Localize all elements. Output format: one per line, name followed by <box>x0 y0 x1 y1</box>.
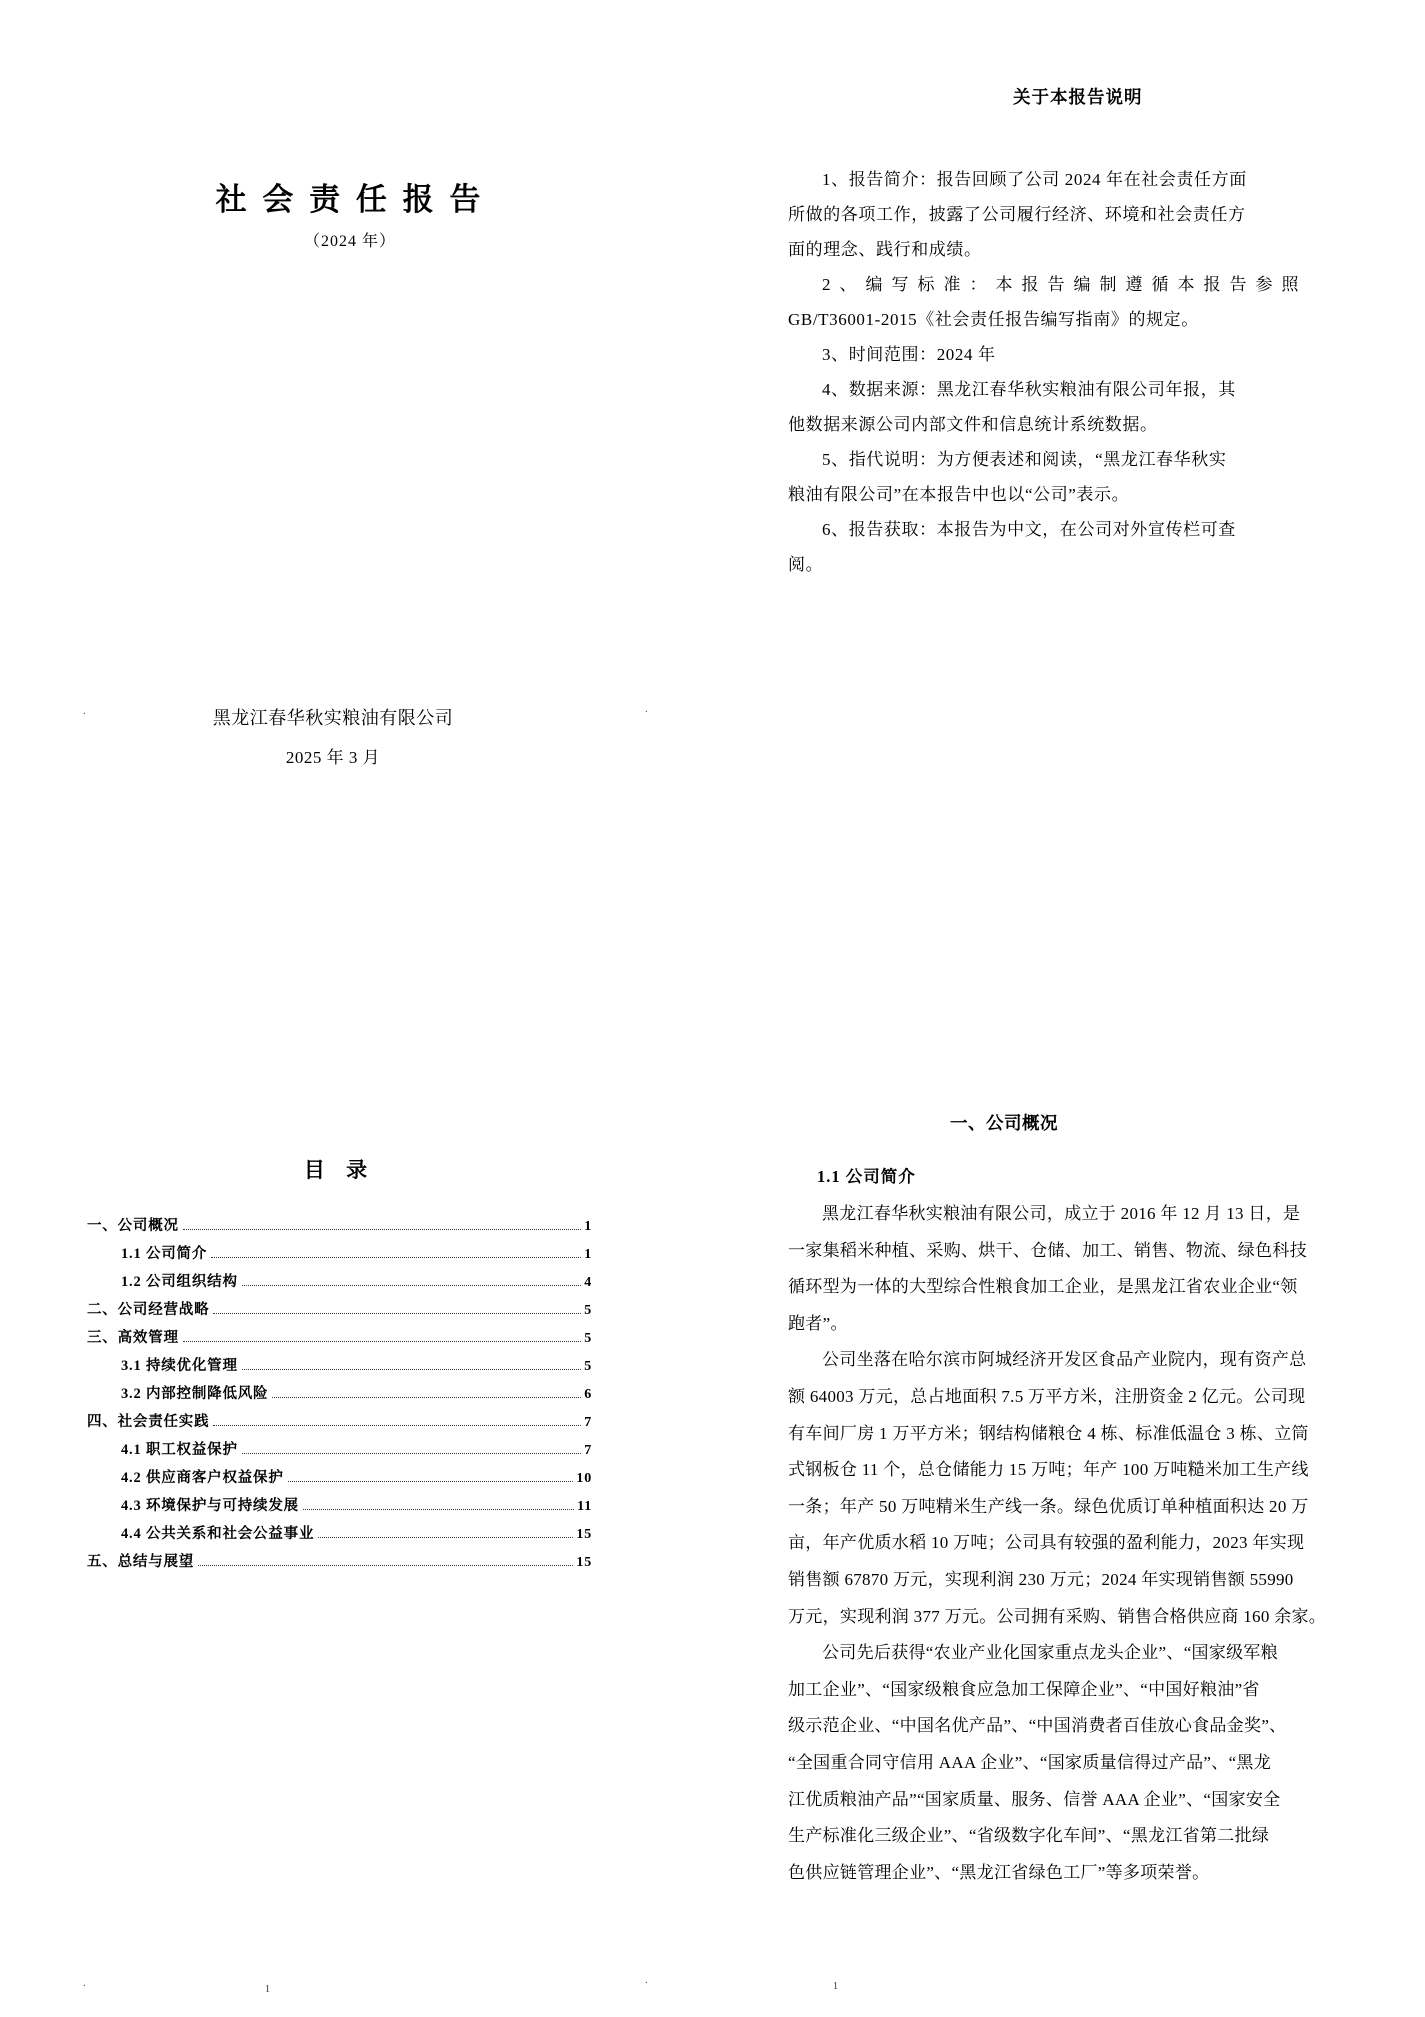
toc-page-number: 15 <box>576 1527 592 1542</box>
text-line: 公司先后获得“农业产业化国家重点龙头企业”、“国家级军粮 <box>822 1643 1279 1663</box>
company-overview-body <box>788 1196 1348 1891</box>
toc-entry <box>87 1214 592 1242</box>
stray-dot: . <box>645 1974 648 1986</box>
text-line: 公司坐落在哈尔滨市阿城经济开发区食品产业院内，现有资产总 <box>822 1350 1307 1370</box>
stray-dot: . <box>83 1977 86 1989</box>
text-line: 6、报告获取：本报告为中文，在公司对外宣传栏可查 <box>822 520 1236 539</box>
toc-entry <box>87 1270 592 1298</box>
toc-entry <box>87 1298 592 1326</box>
toc-page-number: 1 <box>584 1219 592 1234</box>
text-line: 江优质粮油产品”“国家质量、服务、信誉 AAA 企业”、“国家安全 <box>788 1789 1281 1809</box>
toc-entry <box>87 1354 592 1382</box>
text-line: 万元，实现利润 377 万元。公司拥有采购、销售合格供应商 160 余家。 <box>788 1606 1327 1626</box>
toc-page-number: 11 <box>577 1499 592 1514</box>
toc-page-number: 5 <box>584 1331 592 1346</box>
toc-page-number: 10 <box>576 1471 592 1486</box>
toc-entry-label: 四、社会责任实践 <box>87 1414 210 1430</box>
about-report-heading: 关于本报告说明 <box>1013 87 1143 107</box>
toc-entry <box>87 1494 592 1522</box>
toc-entry-label: 三、高效管理 <box>87 1330 179 1346</box>
toc-leader-dots <box>183 1229 581 1230</box>
text-line: 1、报告简介：报告回顾了公司 2024 年在社会责任方面 <box>822 170 1247 189</box>
text-line: 一家集稻米种植、采购、烘干、仓储、加工、销售、物流、绿色科技 <box>788 1240 1307 1260</box>
toc-entry <box>87 1242 592 1270</box>
toc-page-number: 5 <box>584 1303 592 1318</box>
toc-leader-dots <box>272 1397 581 1398</box>
report-title: 社 会 责 任 报 告 <box>215 182 485 217</box>
toc-entry <box>87 1522 592 1550</box>
text-line: 色供应链管理企业”、“黑龙江省绿色工厂”等多项荣誉。 <box>788 1862 1210 1882</box>
toc-entry-label: 1.2 公司组织结构 <box>121 1274 238 1290</box>
text-line: “全国重合同守信用 AAA 企业”、“国家质量信得过产品”、“黑龙 <box>788 1752 1272 1772</box>
overview-footer-page-number: 1 <box>833 1981 838 1992</box>
toc-page-number: 6 <box>584 1387 592 1402</box>
company-name: 黑龙江春华秋实粮油有限公司 <box>212 708 454 728</box>
toc-entry <box>87 1466 592 1494</box>
toc-entry-label: 1.1 公司简介 <box>121 1246 208 1262</box>
toc-leader-dots <box>242 1369 581 1370</box>
toc-leader-dots <box>242 1285 581 1286</box>
toc-page-number: 15 <box>576 1555 592 1570</box>
toc-entry-label: 4.4 公共关系和社会公益事业 <box>121 1526 315 1542</box>
text-line: 他数据来源公司内部文件和信息统计系统数据。 <box>788 415 1158 434</box>
toc-page-number: 4 <box>584 1275 592 1290</box>
toc-leader-dots <box>198 1565 573 1566</box>
text-line: 额 64003 万元，总占地面积 7.5 万平方米，注册资金 2 亿元。公司现 <box>788 1386 1306 1406</box>
text-line: 加工企业”、“国家级粮食应急加工保障企业”、“中国好粮油”省 <box>788 1679 1260 1699</box>
stray-dot: . <box>83 705 86 717</box>
text-line: 3、时间范围：2024 年 <box>822 345 996 364</box>
text-line: 跑者”。 <box>788 1313 848 1333</box>
text-line: 有车间厂房 1 万平方米；钢结构储粮仓 4 栋、标准低温仓 3 栋、立筒 <box>788 1423 1309 1443</box>
toc-page-number: 1 <box>584 1247 592 1262</box>
toc-leader-dots <box>303 1509 574 1510</box>
toc-leader-dots <box>213 1313 581 1314</box>
toc-entry-label: 4.3 环境保护与可持续发展 <box>121 1498 299 1514</box>
toc-heading: 目 录 <box>303 1158 376 1182</box>
toc-entry <box>87 1438 592 1466</box>
about-report-body <box>788 162 1348 582</box>
text-line: 2、编写标准：本报告编制遵循本报告参照 <box>822 275 1308 294</box>
toc-page-number: 7 <box>584 1415 592 1430</box>
toc-leader-dots <box>211 1257 581 1258</box>
text-line: 黑龙江春华秋实粮油有限公司，成立于 2016 年 12 月 13 日，是 <box>822 1204 1301 1223</box>
text-line: 循环型为一体的大型综合性粮食加工企业，是黑龙江省农业企业“领 <box>788 1277 1298 1297</box>
toc-entry <box>87 1550 592 1578</box>
toc-page-number: 5 <box>584 1359 592 1374</box>
toc-entry-label: 3.2 内部控制降低风险 <box>121 1386 269 1402</box>
text-line: 销售额 67870 万元，实现利润 230 万元；2024 年实现销售额 55990 <box>788 1569 1294 1589</box>
toc-entry <box>87 1326 592 1354</box>
text-line: 级示范企业、“中国名优产品”、“中国消费者百佳放心食品金奖”、 <box>788 1716 1287 1736</box>
text-line: 粮油有限公司”在本报告中也以“公司”表示。 <box>788 485 1130 504</box>
toc-leader-dots <box>318 1537 573 1538</box>
toc-leader-dots <box>288 1481 574 1482</box>
toc-entry-label: 五、总结与展望 <box>87 1554 195 1570</box>
toc-entry-label: 一、公司概况 <box>87 1218 179 1234</box>
toc-leader-dots <box>213 1425 581 1426</box>
report-date: 2025 年 3 月 <box>285 748 381 767</box>
text-line: 一条；年产 50 万吨精米生产线一条。绿色优质订单种植面积达 20 万 <box>788 1496 1309 1516</box>
toc-entry-label: 二、公司经营战略 <box>87 1302 210 1318</box>
toc-footer-page-number: 1 <box>265 1984 270 1995</box>
stray-dot: . <box>645 703 648 715</box>
toc-leader-dots <box>183 1341 581 1342</box>
toc-entry <box>87 1382 592 1410</box>
text-line: 式钢板仓 11 个，总仓储能力 15 万吨；年产 100 万吨糙米加工生产线 <box>788 1460 1309 1480</box>
text-line: 5、指代说明：为方便表述和阅读，“黑龙江春华秋实 <box>822 450 1227 469</box>
section-1-1-heading: 1.1 公司简介 <box>817 1167 916 1186</box>
text-line: 阅。 <box>788 555 824 574</box>
text-line: 面的理念、践行和成绩。 <box>788 240 982 259</box>
toc-entry-label: 4.2 供应商客户权益保护 <box>121 1470 284 1486</box>
toc-page-number: 7 <box>584 1443 592 1458</box>
text-line: GB/T36001-2015《社会责任报告编写指南》的规定。 <box>788 310 1199 329</box>
report-year-subtitle: （2024 年） <box>303 233 396 250</box>
text-line: 生产标准化三级企业”、“省级数字化车间”、“黑龙江省第二批绿 <box>788 1826 1270 1846</box>
text-line: 4、数据来源：黑龙江春华秋实粮油有限公司年报，其 <box>822 380 1236 399</box>
toc-entry-label: 4.1 职工权益保护 <box>121 1442 238 1458</box>
text-line: 所做的各项工作，披露了公司履行经济、环境和社会责任方 <box>788 205 1246 224</box>
toc-entry-label: 3.1 持续优化管理 <box>121 1358 238 1374</box>
chapter-one-heading: 一、公司概况 <box>950 1113 1058 1133</box>
toc-entry <box>87 1410 592 1438</box>
toc-leader-dots <box>242 1453 581 1454</box>
toc-list <box>87 1214 592 1578</box>
text-line: 亩，年产优质水稻 10 万吨；公司具有较强的盈利能力，2023 年实现 <box>788 1533 1305 1553</box>
